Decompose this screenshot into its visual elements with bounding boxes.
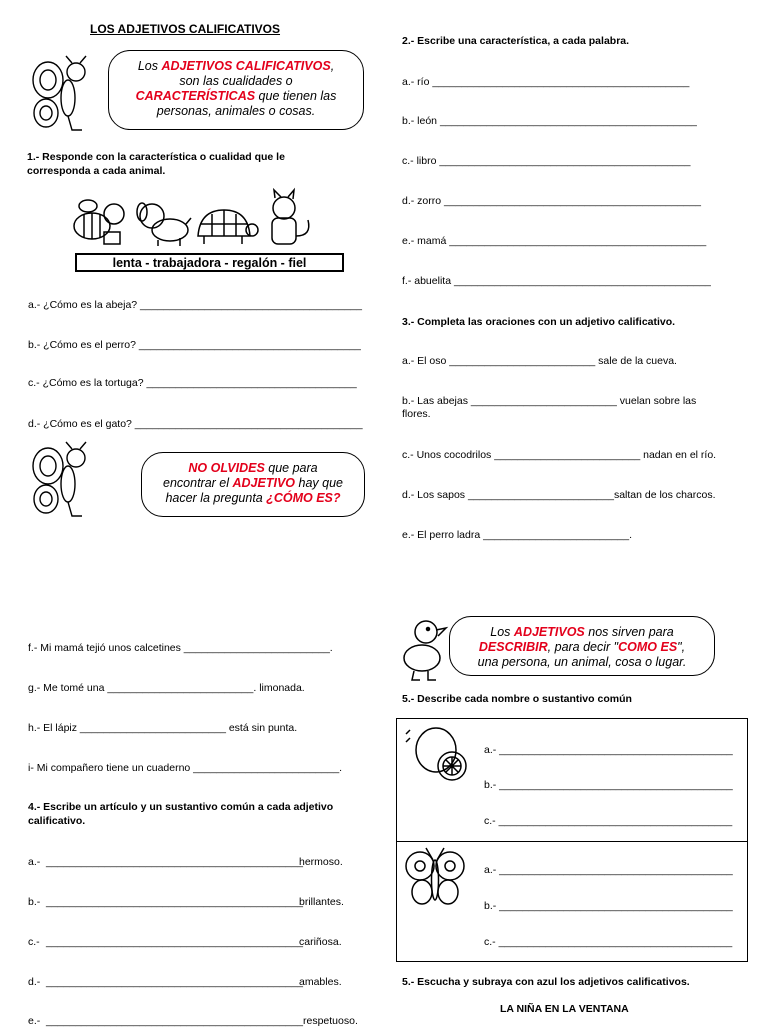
ex1-heading-a: 1.- Responde con la característica o cualidad que le [27, 151, 285, 163]
ex1-item-b: b.- ¿Cómo es el perro? ______________________________________ [28, 339, 361, 351]
ex5-lemon-c: c.- ________________________________________ [484, 815, 733, 827]
ex3-item-f: f.- Mi mamá tejió unos calcetines _________________________. [28, 642, 333, 654]
turtle-icon [190, 204, 258, 248]
ex3-item-b-cont: flores. [402, 408, 431, 420]
ex3-item-h: h.- El lápiz _________________________ está sin punta. [28, 722, 298, 734]
ex4-item-e-line: ____________________________________________ [46, 1015, 303, 1027]
ex3-item-a: a.- El oso _________________________ sale de la cueva. [402, 355, 677, 367]
lemon-icon [402, 724, 468, 788]
ex4-item-c-prefix: c.- [28, 936, 40, 948]
ex4-heading-b: calificativo. [28, 815, 86, 827]
intro-bubble: Los ADJETIVOS CALIFICATIVOS, son las cualidades o CARACTERÍSTICAS que tienen las personas, animales o cosas. [108, 50, 364, 130]
duck-icon [400, 616, 446, 682]
ex5-lemon-a: a.- ________________________________________ [484, 744, 733, 756]
ex4-item-a-line: ____________________________________________ [46, 856, 303, 868]
ex1-item-d: d.- ¿Cómo es el gato? _______________________________________ [28, 418, 363, 430]
page-title: LOS ADJETIVOS CALIFICATIVOS [90, 22, 281, 36]
ex3-item-e: e.- El perro ladra _________________________. [402, 529, 633, 541]
ex4-item-b-line: ____________________________________________ [46, 896, 303, 908]
reminder-bubble: NO OLVIDES que para encontrar el ADJETIVO hay que hacer la pregunta ¿CÓMO ES? [141, 452, 365, 517]
ex3-item-c: c.- Unos cocodrilos _________________________ nadan en el río. [402, 449, 717, 461]
butterfly-icon [402, 846, 468, 910]
ex4-item-a-prefix: a.- [28, 856, 41, 868]
ex3-item-i: i- Mi compañero tiene un cuaderno _________________________. [28, 762, 343, 774]
ex3-item-b: b.- Las abejas _________________________ vuelan sobre las [402, 395, 697, 407]
dog-icon [134, 200, 192, 248]
ex3-item-g: g.- Me tomé una _________________________. limonada. [28, 682, 305, 694]
ex4-item-c-word: cariñosa. [299, 936, 342, 948]
cat-icon [258, 190, 316, 248]
butterfly-icon [28, 58, 98, 140]
bee-icon [70, 196, 130, 248]
ex2-item-a: a.- río ____________________________________________ [402, 76, 690, 88]
ex2-heading: 2.- Escribe una característica, a cada palabra. [402, 35, 630, 47]
butterfly-icon [28, 444, 98, 526]
ex1-item-c: c.- ¿Cómo es la tortuga? ____________________________________ [28, 377, 357, 389]
ex5-butterfly-c: c.- ________________________________________ [484, 936, 733, 948]
ex5-lemon-b: b.- ________________________________________ [484, 779, 733, 791]
describe-bubble: Los ADJETIVOS nos sirven para DESCRIBIR, para decir "COMO ES", una persona, un animal, cosa o lugar. [449, 616, 715, 676]
ex3-heading: 3.- Completa las oraciones con un adjetivo calificativo. [402, 316, 676, 328]
ex4-item-d-prefix: d.- [28, 976, 41, 988]
word-bank: lenta - trabajadora - regalón - fiel [75, 253, 344, 272]
ex2-item-d: d.- zorro ____________________________________________ [402, 195, 701, 207]
ex3-item-d: d.- Los sapos _________________________saltan de los charcos. [402, 489, 716, 501]
ex4-item-d-line: ____________________________________________ [46, 976, 303, 988]
ex4-item-c-line: ____________________________________________ [46, 936, 303, 948]
ex4-item-e-prefix: e.- [28, 1015, 41, 1027]
ex5-butterfly-a: a.- ________________________________________ [484, 864, 733, 876]
ex4-item-a-word: hermoso. [299, 856, 343, 868]
ex2-item-e: e.- mamá ____________________________________________ [402, 235, 707, 247]
ex5-heading: 5.- Describe cada nombre o sustantivo común [402, 693, 632, 705]
ex2-item-b: b.- león ____________________________________________ [402, 115, 697, 127]
story-title: LA NIÑA EN LA VENTANA [500, 1003, 629, 1015]
ex2-item-f: f.- abuelita ____________________________________________ [402, 275, 711, 287]
ex6-heading: 5.- Escucha y subraya con azul los adjetivos calificativos. [402, 976, 690, 988]
ex4-item-b-prefix: b.- [28, 896, 41, 908]
ex4-heading-a: 4.- Escribe un artículo y un sustantivo común a cada adjetivo [28, 801, 334, 813]
ex4-item-e-word: respetuoso. [303, 1015, 358, 1027]
ex4-item-d-word: amables. [299, 976, 342, 988]
ex2-item-c: c.- libro ___________________________________________ [402, 155, 691, 167]
ex5-butterfly-b: b.- ________________________________________ [484, 900, 733, 912]
ex1-item-a: a.- ¿Cómo es la abeja? ______________________________________ [28, 299, 362, 311]
ex1-heading-b: corresponda a cada animal. [27, 165, 166, 177]
ex4-item-b-word: brillantes. [299, 896, 344, 908]
